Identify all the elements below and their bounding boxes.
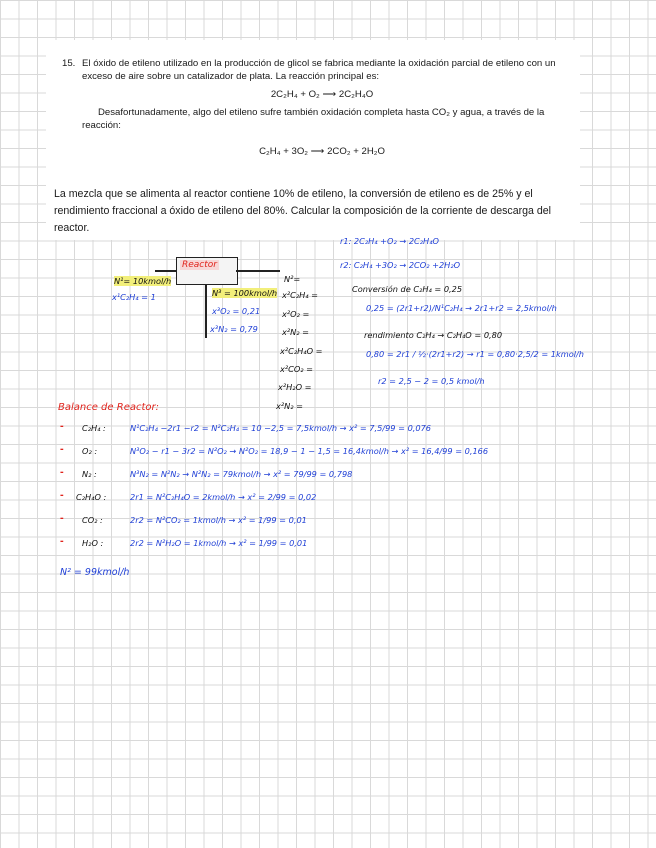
outlet-n2-b: x²N₂ =: [276, 401, 303, 411]
outlet-c2h4: x²C₂H₄ =: [282, 290, 319, 300]
r2-value: r2 = 2,5 − 2 = 0,5 kmol/h: [378, 376, 485, 386]
reaction-1: 2C₂H₄ + O₂ ⟶ 2C₂H₄O: [270, 89, 374, 100]
species-co2: CO₂ :: [82, 515, 103, 525]
balance-co2: 2r2 = N²CO₂ = 1kmol/h → x² = 1/99 = 0,01: [130, 515, 307, 525]
species-c2h4o: C₂H₄O :: [76, 492, 107, 502]
reactor-box: [176, 257, 238, 285]
feed-composition: x¹C₂H₄ = 1: [112, 292, 156, 302]
outlet-c2h4o: x²C₂H₄O =: [280, 346, 323, 356]
species-h2o: H₂O :: [82, 538, 104, 548]
conversion-title: Conversión de C₂H₄ = 0,25: [352, 284, 463, 294]
balance-o2: N³O₂ − r1 − 3r2 = N²O₂ → N²O₂ = 18,9 − 1 − 1,5 = 16,4kmol/h → x² = 16,4/99 = 0,166: [130, 446, 489, 456]
species-o2: O₂ :: [82, 446, 98, 456]
air-flow-value: N³ = 100kmol/h: [212, 288, 278, 298]
yield-equation: 0,80 = 2r1 / ½·(2r1+r2) → r1 = 0,80·2,5/2 = 1kmol/h: [366, 349, 584, 359]
problem-statement: La mezcla que se alimenta al reactor contiene 10% de etileno, la conversión de etileno es de 25% y el rendimiento fraccional a óxido de etileno del 80%. Calcular la composición de la corriente de descarga del reactor.: [54, 188, 552, 234]
problem-intro: El óxido de etileno utilizado en la producción de glicol se fabrica mediante la oxidación parcial de etileno con un exceso de aire sobre un catalizador de plata. La reacción principal es:: [82, 58, 556, 82]
balance-c2h4: N¹C₂H₄ −2r1 −r2 = N²C₂H₄ = 10 −2,5 = 7,5kmol/h → x² = 7,5/99 = 0,076: [130, 423, 432, 433]
note-r2: r2: C₂H₄ +3O₂ → 2CO₂ +2H₂O: [340, 260, 461, 270]
species-n2: N₂ :: [82, 469, 97, 479]
yield-title: rendimiento C₂H₄ → C₂H₄O = 0,80: [364, 330, 503, 340]
outlet-n2: x²N₂ =: [282, 327, 309, 337]
conversion-equation: 0,25 = (2r1+r2)/N¹C₂H₄ → 2r1+r2 = 2,5kmol/h: [366, 303, 557, 313]
air-line: [205, 284, 207, 338]
bullet-3: -: [60, 466, 64, 478]
side-reaction-text: Desafortunadamente, algo del etileno sufre también oxidación completa hasta CO₂ y agua, a través de la reacción:: [82, 107, 545, 131]
balance-n2: N³N₂ = N²N₂ → N²N₂ = 79kmol/h → x² = 79/99 = 0,798: [130, 469, 353, 479]
bullet-2: -: [60, 443, 64, 455]
air-n2: x³N₂ = 0,79: [210, 324, 258, 334]
bullet-1: -: [60, 420, 64, 432]
outlet-co2: x²CO₂ =: [280, 364, 314, 374]
outlet-line: [236, 270, 280, 272]
outlet-h2o: x²H₂O =: [278, 382, 312, 392]
air-o2: x³O₂ = 0,21: [212, 306, 261, 316]
outlet-o2: x²O₂ =: [282, 309, 310, 319]
feed-flow-value: N¹= 10kmol/h: [114, 276, 172, 286]
total-flow: N² = 99kmol/h: [60, 567, 130, 578]
outlet-flow: N²=: [284, 274, 301, 284]
bullet-6: -: [60, 535, 64, 547]
reactor-label: Reactor: [182, 260, 217, 270]
balance-title: Balance de Reactor:: [58, 402, 159, 413]
balance-c2h4o: 2r1 = N²C₂H₄O = 2kmol/h → x² = 2/99 = 0,02: [130, 492, 317, 502]
feed-line: [155, 270, 176, 272]
balance-h2o: 2r2 = N²H₂O = 1kmol/h → x² = 1/99 = 0,01: [130, 538, 308, 548]
species-c2h4: C₂H₄ :: [82, 423, 106, 433]
note-r1: r1: 2C₂H₄ +O₂ → 2C₂H₄O: [340, 236, 439, 246]
feed-flow: [114, 276, 171, 286]
air-flow: [212, 288, 277, 298]
bullet-5: -: [60, 512, 64, 524]
bullet-4: -: [60, 489, 64, 501]
reaction-2: C₂H₄ + 3O₂ ⟶ 2CO₂ + 2H₂O: [259, 146, 385, 157]
problem-number: 15.: [62, 58, 76, 69]
